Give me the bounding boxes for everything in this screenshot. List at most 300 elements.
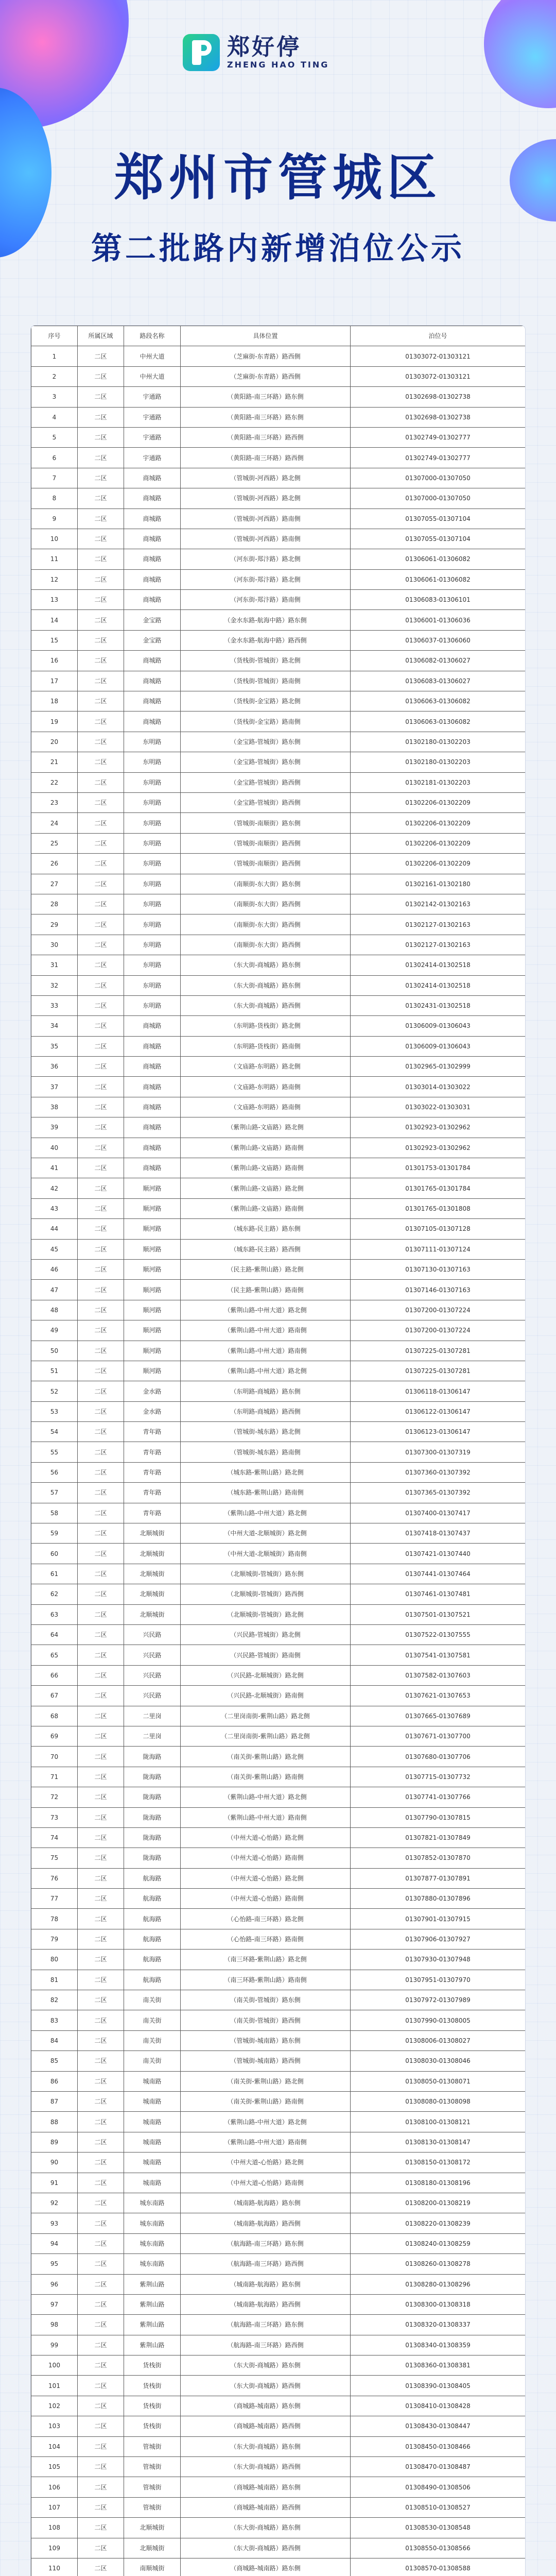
- cell-location: （东明路-商城路）路东侧: [181, 1381, 351, 1401]
- cell-region: 二区: [78, 2132, 124, 2152]
- cell-location: （黄阳路-南三环路）路西侧: [181, 448, 351, 468]
- cell-location: （东大街-商城路）路西侧: [181, 2457, 351, 2477]
- cell-space-number: 01306061-01306082: [351, 549, 526, 569]
- table-row: [31, 1625, 526, 1645]
- cell-index: 17: [31, 671, 78, 691]
- cell-space-number: 01308030-01308046: [351, 2051, 526, 2071]
- cell-index: 69: [31, 1726, 78, 1746]
- cell-space-number: 01306063-01306082: [351, 691, 526, 711]
- cell-road: 顺河路: [124, 1280, 181, 1300]
- cell-index: 58: [31, 1503, 78, 1523]
- cell-region: 二区: [78, 1239, 124, 1259]
- cell-road: 北顺城街: [124, 1564, 181, 1584]
- table-row: [31, 1564, 526, 1584]
- table-row: [31, 2477, 526, 2497]
- cell-space-number: 01308550-01308566: [351, 2538, 526, 2558]
- cell-location: （芝麻街-东青路）路西侧: [181, 366, 351, 386]
- cell-space-number: 01307225-01307281: [351, 1341, 526, 1361]
- cell-region: 二区: [78, 1036, 124, 1056]
- cell-region: 二区: [78, 1016, 124, 1036]
- cell-space-number: 01307715-01307732: [351, 1767, 526, 1787]
- cell-space-number: 01302161-01302180: [351, 874, 526, 894]
- cell-location: （北顺城街-管城街）路北侧: [181, 1604, 351, 1624]
- table-row: [31, 427, 526, 447]
- cell-region: 二区: [78, 1300, 124, 1320]
- cell-location: （紫荆山路-文庙路）路南侧: [181, 1198, 351, 1218]
- table-row: [31, 1341, 526, 1361]
- cell-location: （东大街-商城路）路西侧: [181, 2376, 351, 2396]
- cell-road: 中州大道: [124, 346, 181, 366]
- table-row: [31, 1523, 526, 1544]
- cell-index: 92: [31, 2193, 78, 2213]
- cell-road: 顺河路: [124, 1320, 181, 1341]
- cell-index: 64: [31, 1625, 78, 1645]
- cell-region: 二区: [78, 2457, 124, 2477]
- cell-location: （城东路-民主路）路东侧: [181, 1219, 351, 1239]
- table-row: [31, 2213, 526, 2233]
- cell-location: （东明路-货栈街）路南侧: [181, 1036, 351, 1056]
- cell-road: 南顺城街: [124, 2558, 181, 2576]
- cell-location: （南关街-紫荆山路）路南侧: [181, 2091, 351, 2111]
- cell-index: 72: [31, 1787, 78, 1807]
- cell-index: 36: [31, 1057, 78, 1077]
- cell-space-number: 01302127-01302163: [351, 935, 526, 955]
- cell-road: 管城街: [124, 2497, 181, 2517]
- cell-location: （航海路-南三环路）路西侧: [181, 2335, 351, 2355]
- cell-index: 9: [31, 509, 78, 529]
- cell-location: （商城路-城南路）路西侧: [181, 2497, 351, 2517]
- cell-road: 航海路: [124, 1950, 181, 1970]
- cell-space-number: 01307990-01308005: [351, 2010, 526, 2030]
- table-row: [31, 630, 526, 650]
- cell-road: 北顺城街: [124, 1584, 181, 1604]
- cell-location: （河东街-郑汴路）路北侧: [181, 549, 351, 569]
- cell-road: 二里岗: [124, 1706, 181, 1726]
- cell-index: 77: [31, 1889, 78, 1909]
- cell-index: 81: [31, 1970, 78, 1990]
- table-row: [31, 1320, 526, 1341]
- cell-index: 44: [31, 1219, 78, 1239]
- cell-location: （管城街-城东路）路南侧: [181, 1442, 351, 1462]
- cell-region: 二区: [78, 1422, 124, 1442]
- table-row: [31, 833, 526, 853]
- header-road: 路段名称: [124, 326, 181, 346]
- cell-region: 二区: [78, 2335, 124, 2355]
- cell-space-number: 01302749-01302777: [351, 427, 526, 447]
- cell-road: 航海路: [124, 1868, 181, 1888]
- cell-location: （东大街-商城路）路西侧: [181, 2538, 351, 2558]
- cell-region: 二区: [78, 691, 124, 711]
- cell-location: （管城街-河西路）路北侧: [181, 488, 351, 509]
- cell-region: 二区: [78, 2193, 124, 2213]
- cell-region: 二区: [78, 813, 124, 833]
- cell-road: 宇通路: [124, 387, 181, 407]
- cell-region: 二区: [78, 1747, 124, 1767]
- cell-region: 二区: [78, 2030, 124, 2050]
- cell-road: 青年路: [124, 1462, 181, 1482]
- cell-space-number: 01308240-01308259: [351, 2233, 526, 2253]
- cell-location: （商城路-城南路）路东侧: [181, 2477, 351, 2497]
- cell-index: 53: [31, 1401, 78, 1421]
- cell-road: 东明路: [124, 955, 181, 975]
- table-row: [31, 1950, 526, 1970]
- cell-index: 35: [31, 1036, 78, 1056]
- cell-space-number: 01308510-01308527: [351, 2497, 526, 2517]
- cell-location: （管城街-河西路）路南侧: [181, 529, 351, 549]
- cell-location: （城东路-紫荆山路）路北侧: [181, 1462, 351, 1482]
- cell-road: 商城路: [124, 671, 181, 691]
- cell-road: 商城路: [124, 1016, 181, 1036]
- cell-road: 商城路: [124, 488, 181, 509]
- cell-index: 63: [31, 1604, 78, 1624]
- table-row: [31, 1057, 526, 1077]
- cell-region: 二区: [78, 955, 124, 975]
- table-row: [31, 772, 526, 792]
- cell-road: 货栈街: [124, 2376, 181, 2396]
- logo-subtitle: ZHENG HAO TING: [227, 60, 329, 70]
- cell-space-number: 01307901-01307915: [351, 1909, 526, 1929]
- cell-region: 二区: [78, 711, 124, 732]
- cell-index: 40: [31, 1138, 78, 1158]
- cell-location: （金宝路-管城街）路东侧: [181, 752, 351, 772]
- cell-region: 二区: [78, 1097, 124, 1117]
- cell-road: 商城路: [124, 1077, 181, 1097]
- table-row: [31, 2010, 526, 2030]
- cell-road: 兴民路: [124, 1625, 181, 1645]
- cell-index: 41: [31, 1158, 78, 1178]
- cell-road: 金水路: [124, 1401, 181, 1421]
- cell-region: 二区: [78, 2091, 124, 2111]
- parking-p-icon: [183, 34, 220, 71]
- header-space-number: 泊位号: [351, 326, 526, 346]
- cell-road: 紫荆山路: [124, 2315, 181, 2335]
- cell-region: 二区: [78, 2213, 124, 2233]
- cell-index: 18: [31, 691, 78, 711]
- cell-region: 二区: [78, 630, 124, 650]
- cell-road: 青年路: [124, 1483, 181, 1503]
- cell-location: （货栈街-管城街）路南侧: [181, 671, 351, 691]
- cell-space-number: 01306123-01306147: [351, 1422, 526, 1442]
- table-row: [31, 1686, 526, 1706]
- cell-region: 二区: [78, 2436, 124, 2456]
- table-row: [31, 1645, 526, 1665]
- cell-space-number: 01307418-01307437: [351, 1523, 526, 1544]
- cell-location: （东大街-商城路）路东侧: [181, 2355, 351, 2376]
- table-row: [31, 529, 526, 549]
- table-row: [31, 1706, 526, 1726]
- cell-region: 二区: [78, 1361, 124, 1381]
- cell-region: 二区: [78, 2071, 124, 2091]
- cell-space-number: 01306063-01306082: [351, 711, 526, 732]
- cell-road: 航海路: [124, 1909, 181, 1929]
- cell-space-number: 01306009-01306043: [351, 1036, 526, 1056]
- cell-location: （商城路-城南路）路西侧: [181, 2416, 351, 2436]
- table-row: [31, 792, 526, 812]
- cell-location: （城南路-航海路）路西侧: [181, 2294, 351, 2314]
- cell-index: 23: [31, 792, 78, 812]
- cell-space-number: 01308530-01308548: [351, 2518, 526, 2538]
- cell-location: （心怡路-南三环路）路南侧: [181, 1929, 351, 1949]
- cell-index: 5: [31, 427, 78, 447]
- cell-space-number: 01307671-01307700: [351, 1726, 526, 1746]
- cell-region: 二区: [78, 1625, 124, 1645]
- cell-region: 二区: [78, 1990, 124, 2010]
- cell-index: 25: [31, 833, 78, 853]
- cell-region: 二区: [78, 1544, 124, 1564]
- cell-index: 55: [31, 1442, 78, 1462]
- table-row: [31, 610, 526, 630]
- cell-region: 二区: [78, 407, 124, 427]
- table-row: [31, 468, 526, 488]
- cell-index: 45: [31, 1239, 78, 1259]
- cell-road: 东明路: [124, 792, 181, 812]
- table-row: [31, 894, 526, 914]
- table-row: [31, 1990, 526, 2010]
- cell-location: （中州大道-心怡路）路南侧: [181, 1848, 351, 1868]
- cell-road: 青年路: [124, 1442, 181, 1462]
- cell-location: （黄阳路-南三环路）路西侧: [181, 427, 351, 447]
- cell-location: （中州大道-心怡路）路北侧: [181, 1868, 351, 1888]
- table-row: [31, 2233, 526, 2253]
- cell-location: （管城街-河西路）路南侧: [181, 509, 351, 529]
- cell-road: 东明路: [124, 935, 181, 955]
- table-row: [31, 1300, 526, 1320]
- cell-space-number: 01306037-01306060: [351, 630, 526, 650]
- cell-location: （东明路-货栈街）路北侧: [181, 1016, 351, 1036]
- cell-region: 二区: [78, 1138, 124, 1158]
- table-row: [31, 1178, 526, 1198]
- cell-space-number: 01302431-01302518: [351, 995, 526, 1015]
- cell-region: 二区: [78, 1057, 124, 1077]
- cell-space-number: 01301753-01301784: [351, 1158, 526, 1178]
- cell-location: （紫荆山路-文庙路）路南侧: [181, 1158, 351, 1178]
- cell-road: 陇海路: [124, 1787, 181, 1807]
- table-row: [31, 2254, 526, 2274]
- cell-space-number: 01302923-01302962: [351, 1117, 526, 1138]
- cell-region: 二区: [78, 569, 124, 589]
- table-row: [31, 671, 526, 691]
- cell-space-number: 01307665-01307689: [351, 1706, 526, 1726]
- cell-region: 二区: [78, 752, 124, 772]
- cell-location: （北顺城街-管城街）路东侧: [181, 1564, 351, 1584]
- cell-region: 二区: [78, 549, 124, 569]
- table-row: [31, 1198, 526, 1218]
- cell-region: 二区: [78, 529, 124, 549]
- cell-location: （南关街-紫荆山路）路南侧: [181, 1767, 351, 1787]
- cell-location: （东明路-商城路）路西侧: [181, 1401, 351, 1421]
- cell-region: 二区: [78, 1645, 124, 1665]
- page-subtitle: 第二批路内新增泊位公示: [91, 231, 465, 267]
- cell-location: （河东街-郑汴路）路南侧: [181, 590, 351, 610]
- cell-region: 二区: [78, 1767, 124, 1787]
- cell-location: （芝麻街-东青路）路西侧: [181, 346, 351, 366]
- cell-index: 14: [31, 610, 78, 630]
- cell-region: 二区: [78, 1259, 124, 1279]
- cell-location: （心怡路-南三环路）路北侧: [181, 1909, 351, 1929]
- cell-index: 22: [31, 772, 78, 792]
- cell-index: 52: [31, 1381, 78, 1401]
- cell-region: 二区: [78, 1787, 124, 1807]
- cell-region: 二区: [78, 1868, 124, 1888]
- cell-space-number: 01308260-01308278: [351, 2254, 526, 2274]
- cell-road: 管城街: [124, 2477, 181, 2497]
- cell-index: 15: [31, 630, 78, 650]
- cell-location: （商城路-城南路）路东侧: [181, 2558, 351, 2576]
- cell-location: （南关街-紫荆山路）路北侧: [181, 1747, 351, 1767]
- table-row: [31, 935, 526, 955]
- decor-blob-top-right: [484, 0, 556, 108]
- table-row: [31, 2193, 526, 2213]
- cell-space-number: 01308130-01308147: [351, 2132, 526, 2152]
- cell-space-number: 01308450-01308466: [351, 2436, 526, 2456]
- cell-space-number: 01303022-01303031: [351, 1097, 526, 1117]
- cell-road: 兴民路: [124, 1686, 181, 1706]
- table-row: [31, 2132, 526, 2152]
- cell-road: 城南路: [124, 2112, 181, 2132]
- cell-road: 航海路: [124, 1929, 181, 1949]
- cell-road: 商城路: [124, 569, 181, 589]
- cell-region: 二区: [78, 2355, 124, 2376]
- cell-index: 59: [31, 1523, 78, 1544]
- table-row: [31, 1483, 526, 1503]
- cell-location: （紫荆山路-中州大道）路南侧: [181, 1341, 351, 1361]
- cell-location: （紫荆山路-中州大道）路南侧: [181, 1807, 351, 1827]
- cell-region: 二区: [78, 2396, 124, 2416]
- table-row: [31, 509, 526, 529]
- table-row: [31, 1158, 526, 1178]
- cell-location: （东大街-商城路）路东侧: [181, 2518, 351, 2538]
- table-row: [31, 1848, 526, 1868]
- table-row: [31, 366, 526, 386]
- cell-region: 二区: [78, 2518, 124, 2538]
- cell-location: （货栈街-金宝路）路南侧: [181, 711, 351, 732]
- cell-region: 二区: [78, 1178, 124, 1198]
- cell-location: （文庙路-东明路）路南侧: [181, 1077, 351, 1097]
- cell-location: （文庙路-东明路）路北侧: [181, 1057, 351, 1077]
- cell-space-number: 01308570-01308588: [351, 2558, 526, 2576]
- table-row: [31, 2153, 526, 2173]
- cell-region: 二区: [78, 1320, 124, 1341]
- cell-road: 东明路: [124, 752, 181, 772]
- cell-region: 二区: [78, 2376, 124, 2396]
- cell-index: 37: [31, 1077, 78, 1097]
- cell-space-number: 01306083-01306027: [351, 671, 526, 691]
- table-row: [31, 1584, 526, 1604]
- cell-road: 东明路: [124, 995, 181, 1015]
- table-row: [31, 752, 526, 772]
- cell-space-number: 01306083-01306101: [351, 590, 526, 610]
- cell-index: 3: [31, 387, 78, 407]
- cell-road: 顺河路: [124, 1259, 181, 1279]
- cell-road: 商城路: [124, 549, 181, 569]
- cell-location: （货栈街-管城街）路北侧: [181, 651, 351, 671]
- cell-location: （城南路-航海路）路西侧: [181, 2213, 351, 2233]
- cell-space-number: 01302180-01302203: [351, 732, 526, 752]
- cell-road: 城南路: [124, 2173, 181, 2193]
- cell-road: 北顺城街: [124, 1544, 181, 1564]
- cell-space-number: 01302206-01302209: [351, 813, 526, 833]
- cell-index: 10: [31, 529, 78, 549]
- cell-region: 二区: [78, 387, 124, 407]
- cell-index: 85: [31, 2051, 78, 2071]
- cell-region: 二区: [78, 427, 124, 447]
- cell-location: （商城路-城南路）路东侧: [181, 2396, 351, 2416]
- cell-road: 货栈街: [124, 2416, 181, 2436]
- cell-space-number: 01302206-01302209: [351, 854, 526, 874]
- cell-region: 二区: [78, 2558, 124, 2576]
- cell-location: （东大街-商城路）路东侧: [181, 975, 351, 995]
- table-row: [31, 2294, 526, 2314]
- cell-index: 86: [31, 2071, 78, 2091]
- cell-location: （货栈街-金宝路）路北侧: [181, 691, 351, 711]
- cell-road: 宇通路: [124, 427, 181, 447]
- cell-location: （南三环路-紫荆山路）路北侧: [181, 1950, 351, 1970]
- cell-region: 二区: [78, 2233, 124, 2253]
- cell-space-number: 01307200-01307224: [351, 1300, 526, 1320]
- cell-road: 城东南路: [124, 2193, 181, 2213]
- cell-space-number: 01307522-01307555: [351, 1625, 526, 1645]
- cell-road: 顺河路: [124, 1341, 181, 1361]
- table-row: [31, 2457, 526, 2477]
- cell-space-number: 01303072-01303121: [351, 366, 526, 386]
- table-row: [31, 1077, 526, 1097]
- cell-space-number: 01303014-01303022: [351, 1077, 526, 1097]
- cell-index: 11: [31, 549, 78, 569]
- cell-road: 南关街: [124, 2010, 181, 2030]
- cell-space-number: 01307365-01307392: [351, 1483, 526, 1503]
- table-row: [31, 1726, 526, 1746]
- cell-region: 二区: [78, 610, 124, 630]
- cell-region: 二区: [78, 1462, 124, 1482]
- cell-location: （金水东路-航海中路）路西侧: [181, 630, 351, 650]
- cell-index: 13: [31, 590, 78, 610]
- cell-index: 108: [31, 2518, 78, 2538]
- cell-index: 2: [31, 366, 78, 386]
- cell-road: 商城路: [124, 1097, 181, 1117]
- cell-location: （紫荆山路-中州大道）路南侧: [181, 1320, 351, 1341]
- cell-location: （河东街-郑汴路）路北侧: [181, 569, 351, 589]
- cell-region: 二区: [78, 2051, 124, 2071]
- cell-road: 陇海路: [124, 1807, 181, 1827]
- logo-name: 郑好停: [227, 34, 301, 60]
- cell-region: 二区: [78, 1950, 124, 1970]
- cell-region: 二区: [78, 651, 124, 671]
- cell-index: 65: [31, 1645, 78, 1665]
- cell-index: 99: [31, 2335, 78, 2355]
- cell-location: （南三环路-紫荆山路）路南侧: [181, 1970, 351, 1990]
- table-row: [31, 590, 526, 610]
- cell-location: （南关街-管城街）路东侧: [181, 1990, 351, 2010]
- table-row: [31, 854, 526, 874]
- cell-road: 东明路: [124, 894, 181, 914]
- cell-road: 商城路: [124, 1057, 181, 1077]
- cell-index: 84: [31, 2030, 78, 2050]
- cell-space-number: 01307130-01307163: [351, 1259, 526, 1279]
- cell-space-number: 01307146-01307163: [351, 1280, 526, 1300]
- cell-location: （黄阳路-南三环路）路东侧: [181, 387, 351, 407]
- cell-location: （紫荆山路-文庙路）路南侧: [181, 1138, 351, 1158]
- cell-index: 39: [31, 1117, 78, 1138]
- cell-road: 城东南路: [124, 2254, 181, 2274]
- cell-region: 二区: [78, 1341, 124, 1361]
- cell-location: （金宝路-管城街）路西侧: [181, 792, 351, 812]
- table-row: [31, 1767, 526, 1787]
- cell-index: 60: [31, 1544, 78, 1564]
- cell-location: （黄阳路-南三环路）路东侧: [181, 407, 351, 427]
- cell-road: 兴民路: [124, 1645, 181, 1665]
- cell-index: 91: [31, 2173, 78, 2193]
- table-row: [31, 2355, 526, 2376]
